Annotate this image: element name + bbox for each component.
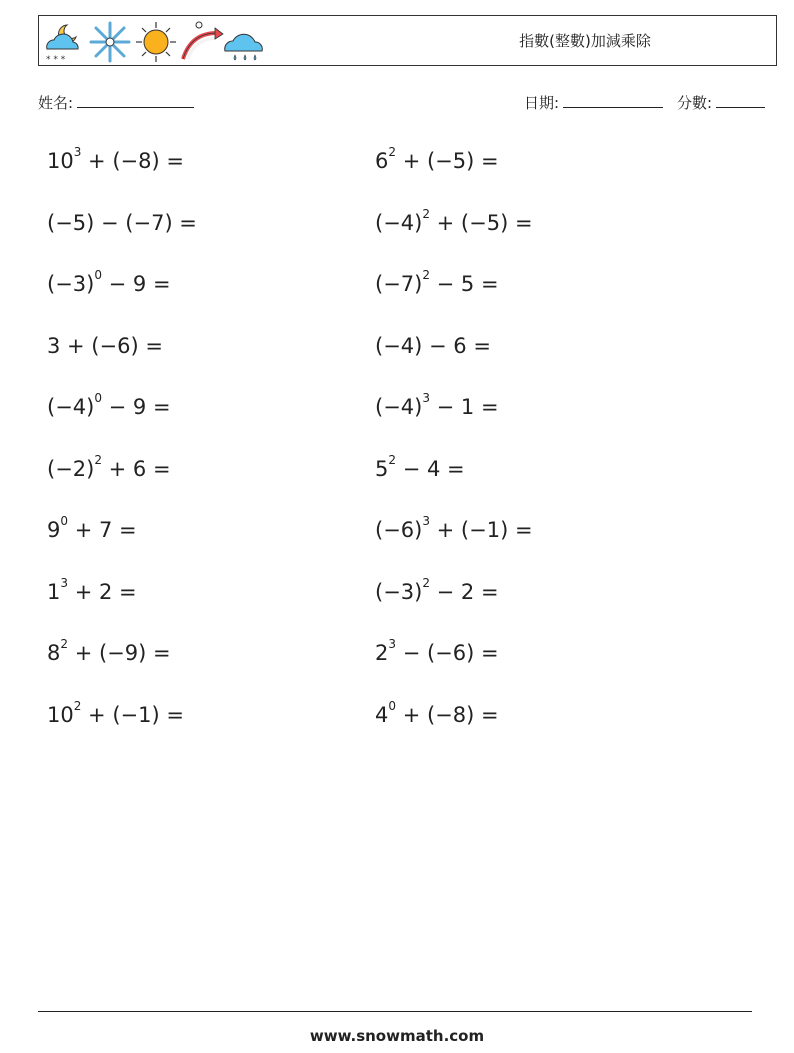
problem-rest: + 6 = xyxy=(101,456,171,481)
problem-base: (−4) xyxy=(47,395,95,419)
problem-item xyxy=(375,145,499,173)
score-blank[interactable] xyxy=(716,93,765,108)
problem-exponent: 3 xyxy=(73,145,82,159)
problem-exponent: 3 xyxy=(60,575,69,590)
problem-item xyxy=(375,268,499,296)
problem-rest: − 9 = xyxy=(101,272,171,296)
problem-exponent: 2 xyxy=(388,145,397,159)
problem-base: 1 xyxy=(47,579,61,604)
problem-base: 10 xyxy=(47,702,74,727)
problem-item xyxy=(375,575,499,604)
problem-exponent: 2 xyxy=(422,575,430,590)
problem-base: 8 xyxy=(47,641,61,665)
problem-base: (−4) xyxy=(375,210,423,235)
footer-divider xyxy=(38,1011,752,1012)
problem-rest: + (−1) = xyxy=(429,518,533,542)
problem-base: (−4) xyxy=(375,395,423,419)
problem-base: (−6) xyxy=(375,518,423,542)
problem-base: 6 xyxy=(375,149,389,173)
problem-base: (−3) xyxy=(47,272,95,296)
date-field xyxy=(524,92,663,113)
problem-item xyxy=(375,514,533,542)
problem-rest: − 4 = xyxy=(396,456,465,481)
problem-item xyxy=(375,391,499,419)
problem-rest: − 5 = xyxy=(429,272,499,296)
problem-rest: + (−8) = xyxy=(81,149,184,173)
problem-exponent: 0 xyxy=(94,268,102,282)
problem-exponent: 3 xyxy=(422,391,430,405)
problem-rest: + 7 = xyxy=(68,518,137,542)
problem-item xyxy=(375,637,499,665)
problem-exponent: 3 xyxy=(388,637,397,651)
problem-item xyxy=(47,514,137,542)
worksheet-title: 指數(整數)加減乘除 xyxy=(519,32,651,50)
problem-rest: + (−5) = xyxy=(429,210,533,235)
name-label: 姓名: xyxy=(38,94,74,112)
sun-icon xyxy=(133,19,179,69)
score-label: 分數: xyxy=(677,94,713,112)
date-blank[interactable] xyxy=(563,93,663,108)
problem-item xyxy=(47,268,171,296)
problem-item xyxy=(47,575,137,604)
problem-item xyxy=(375,206,533,235)
name-blank[interactable] xyxy=(77,93,194,108)
worksheet-header xyxy=(38,15,777,66)
problem-exponent: 2 xyxy=(422,268,430,282)
problem-base: 3 + (−6) = xyxy=(47,333,163,358)
problem-rest: + 2 = xyxy=(68,579,137,604)
problem-base: 5 xyxy=(375,456,389,481)
problem-item xyxy=(47,391,171,419)
problem-exponent: 2 xyxy=(388,452,397,467)
problem-rest: + (−8) = xyxy=(396,702,499,727)
problem-rest: + (−9) = xyxy=(68,641,171,665)
footer-url: www.snowmath.com xyxy=(309,1027,485,1045)
problem-base: (−3) xyxy=(375,579,423,604)
problem-exponent: 2 xyxy=(94,452,102,467)
problem-exponent: 2 xyxy=(422,206,430,221)
problem-item xyxy=(47,637,171,665)
cloud-rain-icon xyxy=(221,19,269,69)
problem-rest: − 1 = xyxy=(429,395,499,419)
problem-item xyxy=(375,698,499,727)
problem-base: 4 xyxy=(375,702,389,727)
score-field xyxy=(677,92,765,113)
problem-exponent: 2 xyxy=(60,637,69,651)
problem-exponent: 0 xyxy=(94,391,102,405)
problem-base: 10 xyxy=(47,149,74,173)
problem-exponent: 0 xyxy=(60,514,69,528)
problem-rest: − 9 = xyxy=(101,395,171,419)
problem-item xyxy=(47,211,197,235)
problem-base: (−7) xyxy=(375,272,423,296)
weather-icons xyxy=(41,19,271,65)
problem-item xyxy=(47,698,184,727)
problem-item xyxy=(47,334,163,358)
svg-text:* * *: * * * xyxy=(46,55,66,65)
problem-rest: + (−5) = xyxy=(396,149,499,173)
problem-base: (−4) − 6 = xyxy=(375,333,491,358)
rainbow-wind-icon xyxy=(179,19,225,69)
name-field xyxy=(38,92,194,113)
problem-base: 2 xyxy=(375,641,389,665)
problem-item xyxy=(375,452,465,481)
problem-exponent: 3 xyxy=(422,514,430,528)
problem-base: (−5) − (−7) = xyxy=(47,210,197,235)
cloud-moon-snow-icon xyxy=(41,19,87,69)
problem-base: 9 xyxy=(47,518,61,542)
problem-rest: − 2 = xyxy=(429,579,499,604)
date-label: 日期: xyxy=(524,94,560,112)
problem-rest: + (−1) = xyxy=(81,702,184,727)
problem-rest: − (−6) = xyxy=(396,641,499,665)
snowflake-icon xyxy=(87,19,133,69)
problem-item xyxy=(47,145,184,173)
problem-exponent: 2 xyxy=(73,698,82,713)
problem-item xyxy=(375,334,491,358)
problem-base: (−2) xyxy=(47,456,95,481)
problem-exponent: 0 xyxy=(388,698,397,713)
problem-item xyxy=(47,452,171,481)
